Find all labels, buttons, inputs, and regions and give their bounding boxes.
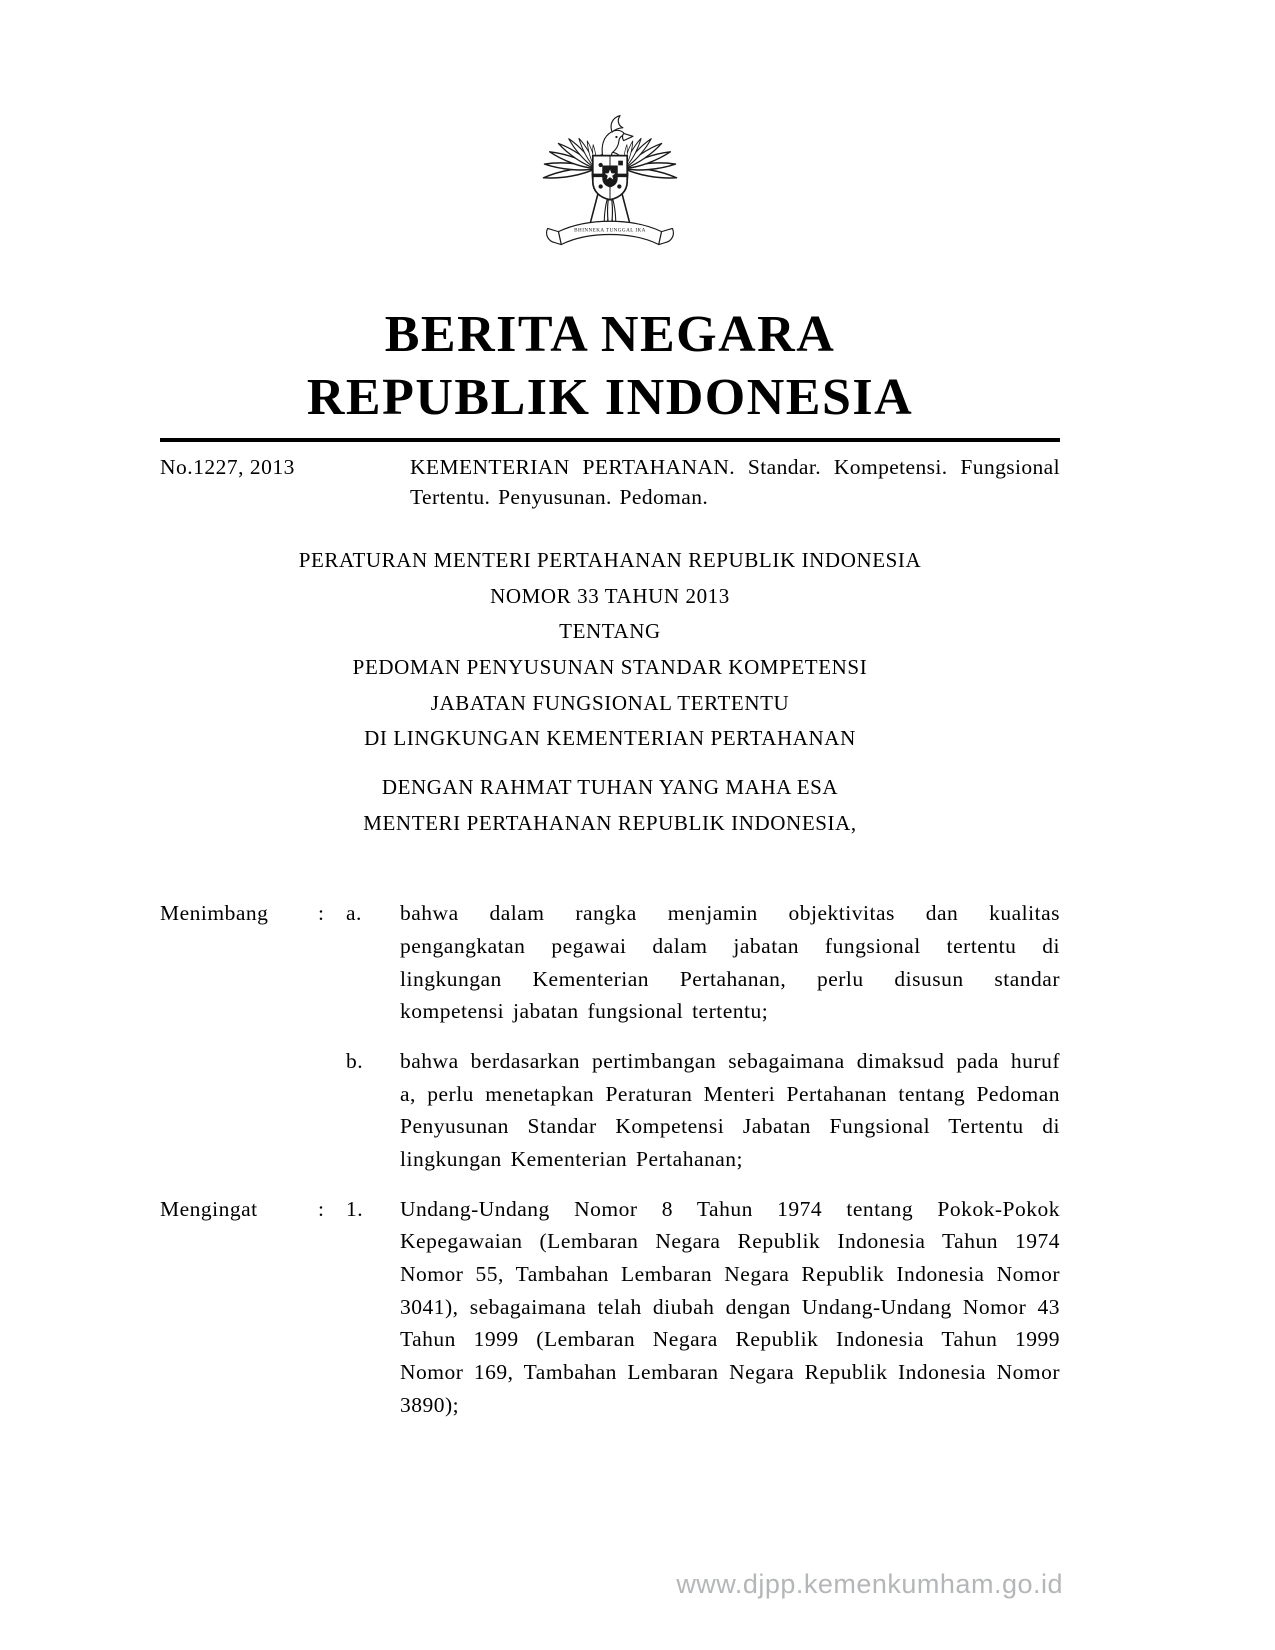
menimbang-label: Menimbang bbox=[160, 901, 269, 926]
eye bbox=[615, 136, 617, 138]
menimbang-label-spacer bbox=[160, 1045, 318, 1176]
title-line-2: NOMOR 33 TAHUN 2013 bbox=[490, 583, 730, 608]
mengingat-label: Mengingat bbox=[160, 1196, 258, 1221]
menimbang-text-b: bahwa berdasarkan pertimbangan sebagaimana dimaksud pada huruf a, perlu menetapkan Peraturan Menteri Pertahanan tentang Pedoman Penyusunan Standar Kompetensi Jabatan Fungsional Tertentu di lingkungan Kementerian Pertahanan; bbox=[400, 1049, 1060, 1172]
title-line-1: PERATURAN MENTERI PERTAHANAN REPUBLIK INDONESIA bbox=[298, 547, 922, 572]
masthead-line2: REPUBLIK INDONESIA bbox=[306, 369, 914, 427]
left-wing bbox=[543, 137, 598, 181]
emblem-motto: BHINNEKA TUNGGAL IKA bbox=[574, 227, 646, 234]
menimbang-colon: : bbox=[318, 901, 325, 926]
regulation-title-block bbox=[160, 543, 1060, 757]
preamble-block bbox=[160, 770, 1060, 841]
title-line-5: JABATAN FUNGSIONAL TERTENTU bbox=[430, 690, 790, 715]
issue-row bbox=[160, 452, 1060, 513]
mengingat-colon: : bbox=[318, 1196, 325, 1221]
issue-abstract: KEMENTERIAN PERTAHANAN. Standar. Kompetensi. Fungsional Tertentu. Penyusunan. Pedoman. bbox=[410, 454, 1060, 510]
garuda-emblem-graphic bbox=[531, 84, 689, 256]
issue-number: No.1227, 2013 bbox=[160, 454, 295, 479]
menimbang-row-a bbox=[160, 897, 1060, 1028]
masthead-line1: BERITA NEGARA bbox=[384, 306, 836, 363]
crest bbox=[611, 116, 623, 132]
clauses-section bbox=[160, 897, 1060, 1421]
title-line-4: PEDOMAN PENYUSUNAN STANDAR KOMPETENSI bbox=[352, 654, 868, 679]
preamble-line-2: MENTERI PERTAHANAN REPUBLIK INDONESIA, bbox=[363, 810, 857, 835]
menimbang-colon-spacer bbox=[318, 1045, 346, 1176]
menimbang-row-b bbox=[160, 1045, 1060, 1176]
mengingat-row-1 bbox=[160, 1193, 1060, 1422]
menimbang-text-a: bahwa dalam rangka menjamin objektivitas dan kualitas pengangkatan pegawai dalam jabatan fungsional tertentu di lingkungan Kementerian Pertahanan, perlu disusun standar kompetensi jabatan fungsional tertentu; bbox=[400, 901, 1060, 1024]
menimbang-marker-a: a. bbox=[346, 901, 362, 926]
preamble-line-1: DENGAN RAHMAT TUHAN YANG MAHA ESA bbox=[381, 775, 839, 800]
menimbang-marker-b: b. bbox=[346, 1049, 364, 1074]
masthead-rule bbox=[160, 438, 1060, 442]
garuda-emblem bbox=[160, 84, 1060, 261]
masthead-title bbox=[160, 303, 1060, 430]
mengingat-marker-1: 1. bbox=[346, 1196, 364, 1221]
title-line-3: TENTANG bbox=[559, 619, 661, 644]
mengingat-text-1: Undang-Undang Nomor 8 Tahun 1974 tentang Pokok-Pokok Kepegawaian (Lembaran Negara Republik Indonesia Tahun 1974 Nomor 55, Tambahan Lembaran Negara Republik Indonesia Nomor 3041), sebagaimana telah diubah dengan Undang-Undang Nomor 43 Tahun 1999 (Lembaran Negara Republik Indonesia Tahun 1999 Nomor 169, Tambahan Lembaran Negara Republik Indonesia Nomor 3890); bbox=[400, 1196, 1060, 1417]
footer-watermark-url: www.djpp.kemenkumham.go.id bbox=[676, 1569, 1063, 1599]
beak bbox=[623, 133, 633, 140]
right-wing bbox=[623, 137, 678, 181]
title-line-6: DI LINGKUNGAN KEMENTERIAN PERTAHANAN bbox=[364, 726, 856, 751]
